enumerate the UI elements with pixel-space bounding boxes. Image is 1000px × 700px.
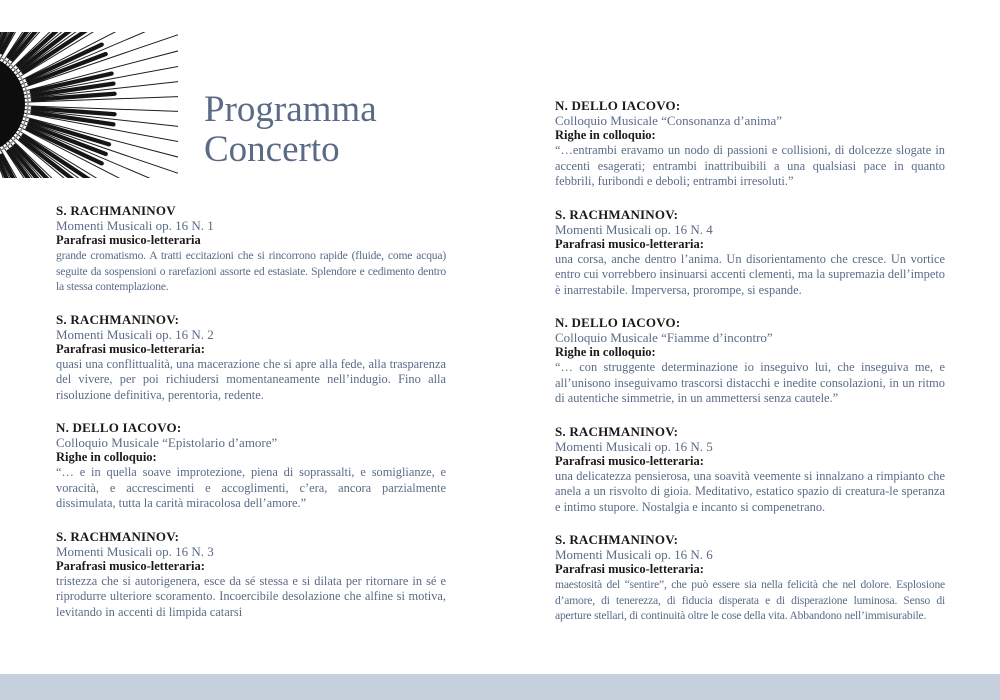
page-title bbox=[204, 90, 377, 170]
composer-name: N. DELLO IACOVO: bbox=[555, 98, 681, 113]
section-heading: Parafrasi musico-letteraria: bbox=[555, 453, 704, 468]
composer-name: N. DELLO IACOVO: bbox=[56, 420, 182, 435]
piece-description: una corsa, anche dentro l’anima. Un disorientamento che cresce. Un vortice entro cui vorrebbero insinuarsi accenti clementi, ma la supremazia dell’impeto è inarrestabile. Imperversa, prorompe, si espande. bbox=[555, 251, 945, 297]
piece-description: tristezza che si autorigenera, esce da sé stessa e si dilata per ritornare in sé e riprodurre ulteriore scoramento. Incoercibile desolazione che alfine si motiva, levitando in accenti di limpida catarsi bbox=[56, 573, 446, 619]
piece-description: “… e in quella soave improtezione, piena di soprassalti, e somiglianze, e voracità, e accrescimenti e accoglimenti, c’era, ancora parzialmente dissimulata, tutta la carità miracolosa dell’amore.” bbox=[56, 465, 446, 510]
piece-description: “… con struggente determinazione io inseguivo lui, che inseguiva me, e all’unisono inseguivamo trascorsi distacchi e inedite consolazioni, in un ritmo di autentiche simmetrie, in un ammettersi senza cautele.” bbox=[555, 360, 945, 405]
program-item bbox=[56, 203, 446, 295]
program-item bbox=[555, 424, 945, 516]
work-title: Colloquio Musicale “Epistolario d’amore” bbox=[56, 435, 278, 450]
program-item bbox=[555, 207, 945, 299]
piece-description: maestosità del “sentire”, che può essere sia nella felicità che nel dolore. Esplosione d’amore, di tenerezza, di fiducia disperata e di disperazione luminosa. Senso di aperture stellari, di continuità oltre le cose della vita. Abbandono nell’immisurabile. bbox=[555, 578, 945, 622]
work-title: Momenti Musicali op. 16 N. 6 bbox=[555, 547, 713, 562]
piano-keys-image bbox=[0, 32, 178, 178]
program-item bbox=[555, 98, 945, 190]
piano-keys-graphic bbox=[0, 32, 178, 178]
work-title: Momenti Musicali op. 16 N. 2 bbox=[56, 326, 214, 342]
piece-description: “…entrambi eravamo un nodo di passioni e collisioni, di dolcezze slogate in accenti esagerati; entrambi inattribuibili a una qualsiasi pace in quanto febbrili, furibondi e deboli; entrambi irresoluti.” bbox=[555, 143, 945, 188]
program-item bbox=[555, 532, 945, 624]
work-title: Momenti Musicali op. 16 N. 5 bbox=[555, 438, 713, 454]
work-title: Colloquio Musicale “Fiamme d’incontro” bbox=[555, 330, 773, 345]
footer-band bbox=[0, 674, 1000, 700]
composer-name: S. RACHMANINOV: bbox=[555, 423, 679, 439]
title-line-1: Programma bbox=[204, 89, 377, 130]
work-title: Colloquio Musicale “Consonanza d’anima” bbox=[555, 113, 783, 128]
composer-name: S. RACHMANINOV: bbox=[56, 528, 180, 544]
section-heading: Righe in colloquio: bbox=[56, 450, 157, 464]
section-heading: Parafrasi musico-letteraria: bbox=[56, 558, 205, 573]
program-item bbox=[56, 529, 446, 621]
work-title: Momenti Musicali op. 16 N. 3 bbox=[56, 543, 214, 559]
piece-description: quasi una conflittualità, una macerazione che si apre alla fede, alla trasparenza del vivere, per poi richiudersi momentaneamente nell’indugio. Fino alla risoluzione definitiva, perentoria, redente. bbox=[56, 356, 446, 402]
title-line-2: Concerto bbox=[204, 129, 340, 170]
program-column-left bbox=[56, 203, 446, 637]
section-heading: Righe in colloquio: bbox=[555, 128, 656, 142]
section-heading: Parafrasi musico-letteraria: bbox=[555, 236, 704, 251]
composer-name: S. RACHMANINOV: bbox=[555, 532, 679, 547]
work-title: Momenti Musicali op. 16 N. 1 bbox=[56, 218, 214, 233]
composer-name: S. RACHMANINOV: bbox=[56, 311, 180, 327]
program-item bbox=[555, 315, 945, 407]
composer-name: N. DELLO IACOVO: bbox=[555, 315, 681, 330]
piece-description: una delicatezza pensierosa, una soavità veemente si innalzano a rimpianto che anela a un risvolto di gioia. Meditativo, estatico spazio di creatura-le speranza e intimo stupore. Nostalgia e incanto si compenetrano. bbox=[555, 468, 945, 514]
composer-name: S. RACHMANINOV: bbox=[555, 206, 679, 222]
composer-name: S. RACHMANINOV bbox=[56, 203, 176, 218]
program-item bbox=[56, 420, 446, 512]
piece-description: grande cromatismo. A tratti eccitazioni che si rincorrono rapide (fluide, come acqua) seguite da sospensioni o rarefazioni assorte ed estasiate. Splendore e cedimento dentro la stessa contemplazione. bbox=[56, 249, 446, 293]
work-title: Momenti Musicali op. 16 N. 4 bbox=[555, 221, 713, 237]
program-item bbox=[56, 312, 446, 404]
section-heading: Parafrasi musico-letteraria: bbox=[555, 562, 704, 576]
section-heading: Righe in colloquio: bbox=[555, 345, 656, 359]
section-heading: Parafrasi musico-letteraria bbox=[56, 233, 201, 247]
section-heading: Parafrasi musico-letteraria: bbox=[56, 341, 205, 356]
program-column-right bbox=[555, 98, 945, 641]
